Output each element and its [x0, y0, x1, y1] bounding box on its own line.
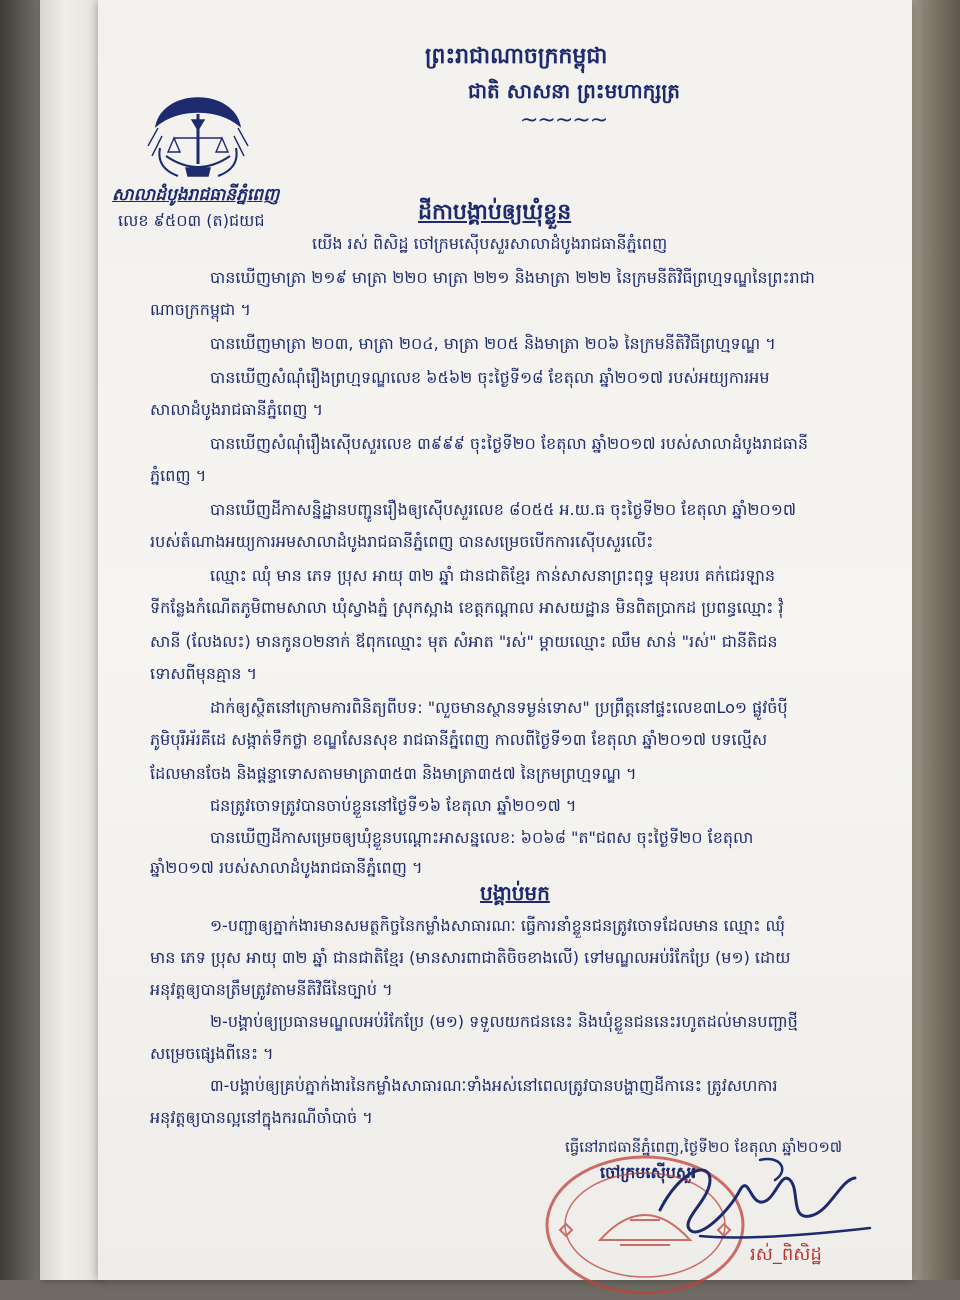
body-line: ភ្នំពេញ ។ [150, 466, 207, 485]
order-line: ២-បង្គាប់ឲ្យប្រធានមណ្ឌលអប់រំកែប្រែ (ម១) ទទួលយកជននេះ និងឃុំខ្លួនជននេះរហូតដល់មានបញ្ជាថ្មី [210, 1012, 798, 1031]
body-line: សាលាដំបូងរាជធានីភ្នំពេញ ។ [150, 400, 324, 419]
body-line: ទោសពីមុនគ្មាន ។ [150, 664, 258, 683]
body-line: បានឃើញសំណុំរឿងព្រហ្មទណ្ឌលេខ ៦៥៦២ ចុះថ្ងៃទី១៨ ខែតុលា ឆ្នាំ២០១៧ របស់អយ្យការអម [210, 368, 770, 387]
court-name: សាលាដំបូងរាជធានីភ្នំពេញ [112, 185, 280, 205]
order-line: អនុវត្តឲ្យបានត្រឹមត្រូវតាមនីតិវិធីនៃច្បាប់ ។ [150, 980, 393, 999]
body-line: បានឃើញដីកាសម្រេចឲ្យឃុំខ្លួនបណ្ដោះអាសន្នលេខ: ៦០៦៨ "ត"ជពស ចុះថ្ងៃទី២០ ខែតុលា [210, 828, 754, 847]
body-line: ទីកន្លែងកំណើតភូមិពាមសាលា ឃុំស្វាងភ្នំ ស្រុកស្អាង ខេត្តកណ្ដាល អាសយដ្ឋាន មិនពិតប្រាកដ ប្រពន្ធឈ្មោះ វុំ [150, 598, 784, 617]
order-line: មាន ភេទ ប្រុស អាយុ ៣២ ឆ្នាំ ជានជាតិខ្មែរ (មានសារពាជាតិចិចខាងលើ) ទៅមណ្ឌលអប់រំកែប្រែ (ម១) ដោយ [150, 948, 791, 967]
order-line: សម្រេចផ្សេងពីនេះ ។ [150, 1044, 274, 1063]
order-line: ១-បញ្ជាឲ្យភ្នាក់ងារមានសមត្ថកិច្ចនៃកម្លាំងសាធារណៈ ធ្វើការនាំខ្លួនជនត្រូវចោទដែលមាន ឈ្មោះ ឈុំ [210, 916, 785, 935]
body-line: របស់តំណាងអយ្យការអមសាលាដំបូងរាជធានីភ្នំពេញ បានសម្រេចបើកការស៊ើបសួរលើះ [150, 532, 654, 551]
body-line: សានី (លែងលះ) មានកូន០២នាក់ ឪពុកឈ្មោះ មុត សំអាត "រស់" ម្ដាយឈ្មោះ ឈឹម សាន់ "រស់" ជានីតិជន [150, 632, 778, 651]
signatory-name: រស់_ពិសិដ្ឋ [750, 1244, 822, 1265]
body-line-judge: យើង រស់ ពិសិដ្ឋ ចៅក្រមស៊ើបសួរសាលាដំបូងរាជធានីភ្នំពេញ [312, 234, 668, 253]
body-line: បានឃើញដីកាសន្និដ្ឋានបញ្ជូនរឿងឲ្យស៊ើបសួរលេខ ៨០៥៥ អ.យ.ធ ចុះថ្ងៃទី២០ ខែតុលា ឆ្នាំ២០១៧ [210, 500, 796, 519]
body-line-charge: ដាក់ឲ្យស្ថិតនៅក្រោមការពិនិត្យពីបទ: "លួចមានស្ថានទម្ងន់ទោស" ប្រព្រឹត្តនៅផ្ទះលេខ៣Lo១ ផ្លូវចំប៉ី [210, 698, 788, 717]
body-line-accused: ឈ្មោះ ឈុំ មាន ភេទ ប្រុស អាយុ ៣២ ឆ្នាំ ជានជាតិខ្មែរ កាន់សាសនាព្រះពុទ្ធ មុខរបរ គក់ជេរឡាន [210, 566, 776, 585]
signature-title: ចៅក្រមស៊ើបសួរ [600, 1163, 697, 1182]
signature-place-date: ធ្វើនៅរាជធានីភ្នំពេញ,ថ្ងៃទី២០ ខែតុលា ឆ្នាំ២០១៧ [565, 1138, 843, 1156]
body-line: បានឃើញមាត្រា ២០៣, មាត្រា ២០៤, មាត្រា ២០៥ និងមាត្រា ២០៦ នៃក្រមនីតិវិធីព្រហ្មទណ្ឌ ។ [210, 334, 776, 353]
binder-edge [40, 0, 102, 1280]
body-line: ដែលមានចែង និងផ្ដន្ទាទោសតាមមាត្រា៣៥៣ និងមាត្រា៣៥៧ នៃក្រមព្រហ្មទណ្ឌ ។ [150, 764, 637, 783]
body-line: ណាចក្រកម្ពុជា ។ [150, 300, 251, 319]
national-motto: ជាតិ សាសនា ព្រះមហាក្សត្រ [468, 79, 680, 103]
body-line: ភូមិបុរីអ័រគីដេ សង្កាត់ទឹកថ្លា ខណ្ឌសែនសុខ រាជធានីភ្នំពេញ កាលពីថ្ងៃទី១៣ ខែតុលា ឆ្នាំ២០១៧ បទល្មើស [150, 730, 768, 749]
court-emblem-icon [138, 86, 258, 186]
body-line: ជនត្រូវចោទត្រូវបានចាប់ខ្លួននៅថ្ងៃទី១៦ ខែតុលា ឆ្នាំ២០១៧ ។ [210, 796, 577, 815]
order-line: ៣-បង្គាប់ឲ្យគ្រប់ភ្នាក់ងារនៃកម្លាំងសាធារណៈទាំងអស់នៅពេលត្រូវបានបង្ហាញដីកានេះ ត្រូវសហការ [210, 1076, 778, 1095]
kingdom-heading: ព្រះរាជាណាចក្រកម្ពុជា [425, 44, 608, 69]
body-line: ឆ្នាំ២០១៧ របស់សាលាដំបូងរាជធានីភ្នំពេញ ។ [150, 858, 423, 877]
document-title: ដីកាបង្គាប់ឲ្យឃុំខ្លួន [418, 200, 572, 225]
body-line: បានឃើញសំណុំរឿងស៊ើបសួរលេខ ៣៩៩៩ ចុះថ្ងៃទី២០ ខែតុលា ឆ្នាំ២០១៧ របស់សាលាដំបូងរាជធានី [210, 434, 809, 453]
handwritten-signature-icon [640, 1140, 890, 1250]
body-line: បានឃើញមាត្រា ២១៩ មាត្រា ២២០ មាត្រា ២២១ និងមាត្រា ២២២ នៃក្រមនីតិវិធីព្រហ្មទណ្ឌនៃព្រះរាជា [210, 268, 815, 287]
reference-number: លេខ ៩៥០៣ (ត)ជយជ [118, 211, 265, 230]
order-line: អនុវត្តឲ្យបានល្អនៅក្នុងករណីចាំបាច់ ។ [150, 1108, 373, 1127]
header-separator: ~~~~~ [520, 108, 608, 133]
conclusion-heading: បង្គាប់មក [480, 881, 550, 905]
